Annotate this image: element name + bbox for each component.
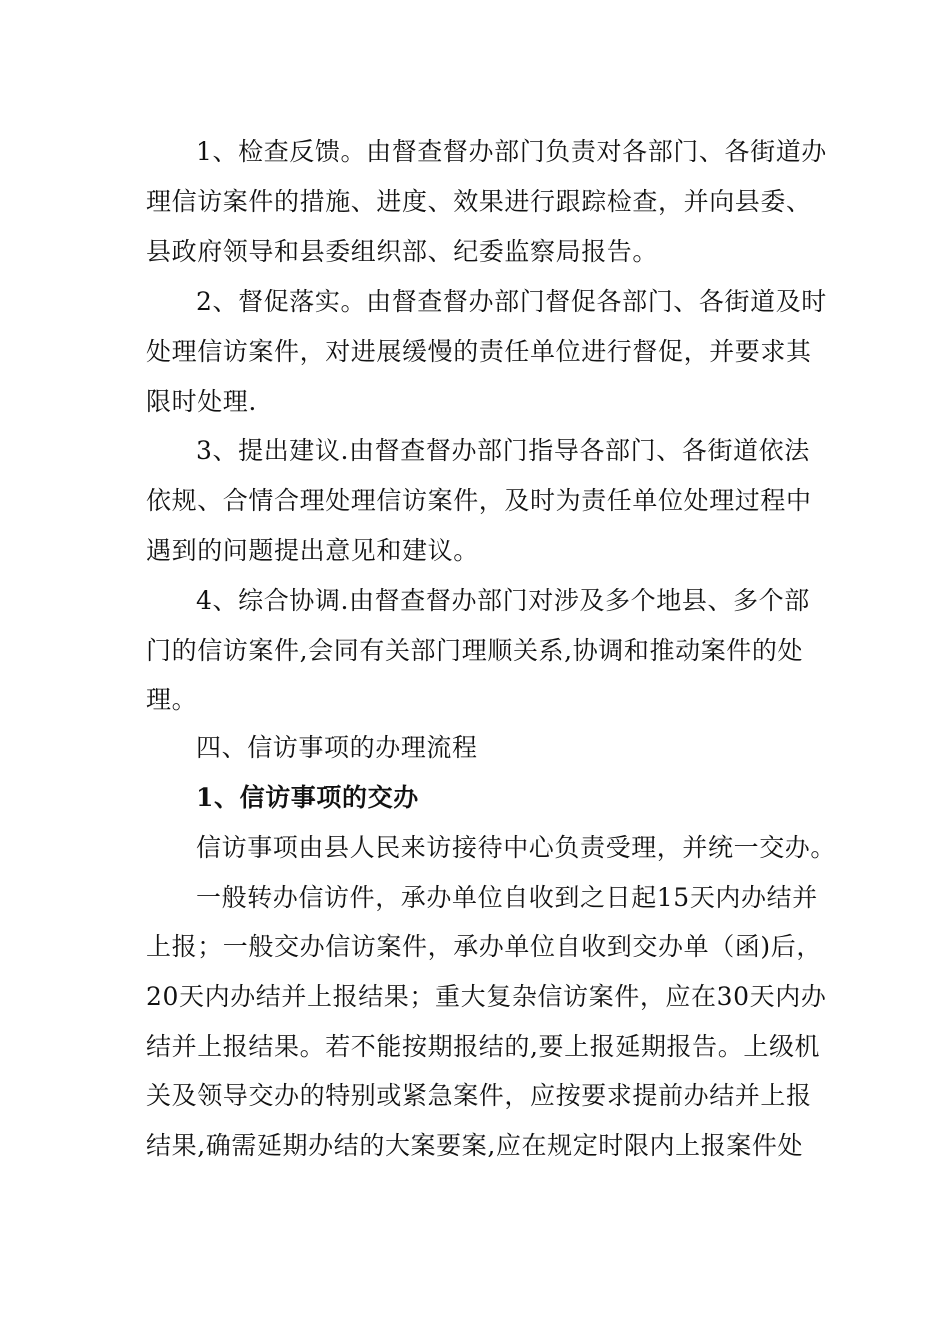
paragraph-4-line-1: 4、综合协调.由督查督办部门对涉及多个地县、多个部 xyxy=(196,586,810,615)
paragraph-6-line-2: 上报；一般交办信访案件，承办单位自收到交办单（函)后， xyxy=(146,932,822,961)
paragraph-1-line-2: 理信访案件的措施、进度、效果进行跟踪检查，并向县委、 xyxy=(146,187,812,216)
paragraph-4-line-2: 门的信访案件,会同有关部门理顺关系,协调和推动案件的处 xyxy=(146,636,804,665)
paragraph-2-line-1: 2、督促落实。由督查督办部门督促各部门、各街道及时 xyxy=(196,287,827,316)
paragraph-2-line-2: 处理信访案件，对进展缓慢的责任单位进行督促，并要求其 xyxy=(146,337,812,366)
paragraph-5-line-1: 信访事项由县人民来访接待中心负责受理，并统一交办。 xyxy=(196,833,837,862)
section-heading: 四、信访事项的办理流程 xyxy=(196,733,478,762)
paragraph-6-line-4: 结并上报结果。若不能按期报结的,要上报延期报告。上级机 xyxy=(146,1032,821,1061)
subsection-heading: 1、信访事项的交办 xyxy=(196,783,419,812)
paragraph-6-line-6: 结果,确需延期办结的大案要案,应在规定时限内上报案件处 xyxy=(146,1131,804,1160)
paragraph-4-line-3: 理。 xyxy=(146,685,198,714)
paragraph-6-line-1: 一般转办信访件，承办单位自收到之日起15天内办结并 xyxy=(196,883,818,912)
paragraph-6-line-3: 20天内办结并上报结果；重大复杂信访案件，应在30天内办 xyxy=(146,982,827,1011)
paragraph-3-line-3: 遇到的问题提出意见和建议。 xyxy=(146,536,479,565)
paragraph-2-line-3: 限时处理. xyxy=(146,387,257,416)
paragraph-3-line-2: 依规、合情合理处理信访案件，及时为责任单位处理过程中 xyxy=(146,486,812,515)
paragraph-1-line-3: 县政府领导和县委组织部、纪委监察局报告。 xyxy=(146,237,659,266)
paragraph-1-line-1: 1、检查反馈。由督查督办部门负责对各部门、各街道办 xyxy=(196,137,827,166)
paragraph-6-line-5: 关及领导交办的特别或紧急案件，应按要求提前办结并上报 xyxy=(146,1081,812,1110)
paragraph-3-line-1: 3、提出建议.由督查督办部门指导各部门、各街道依法 xyxy=(196,436,810,465)
